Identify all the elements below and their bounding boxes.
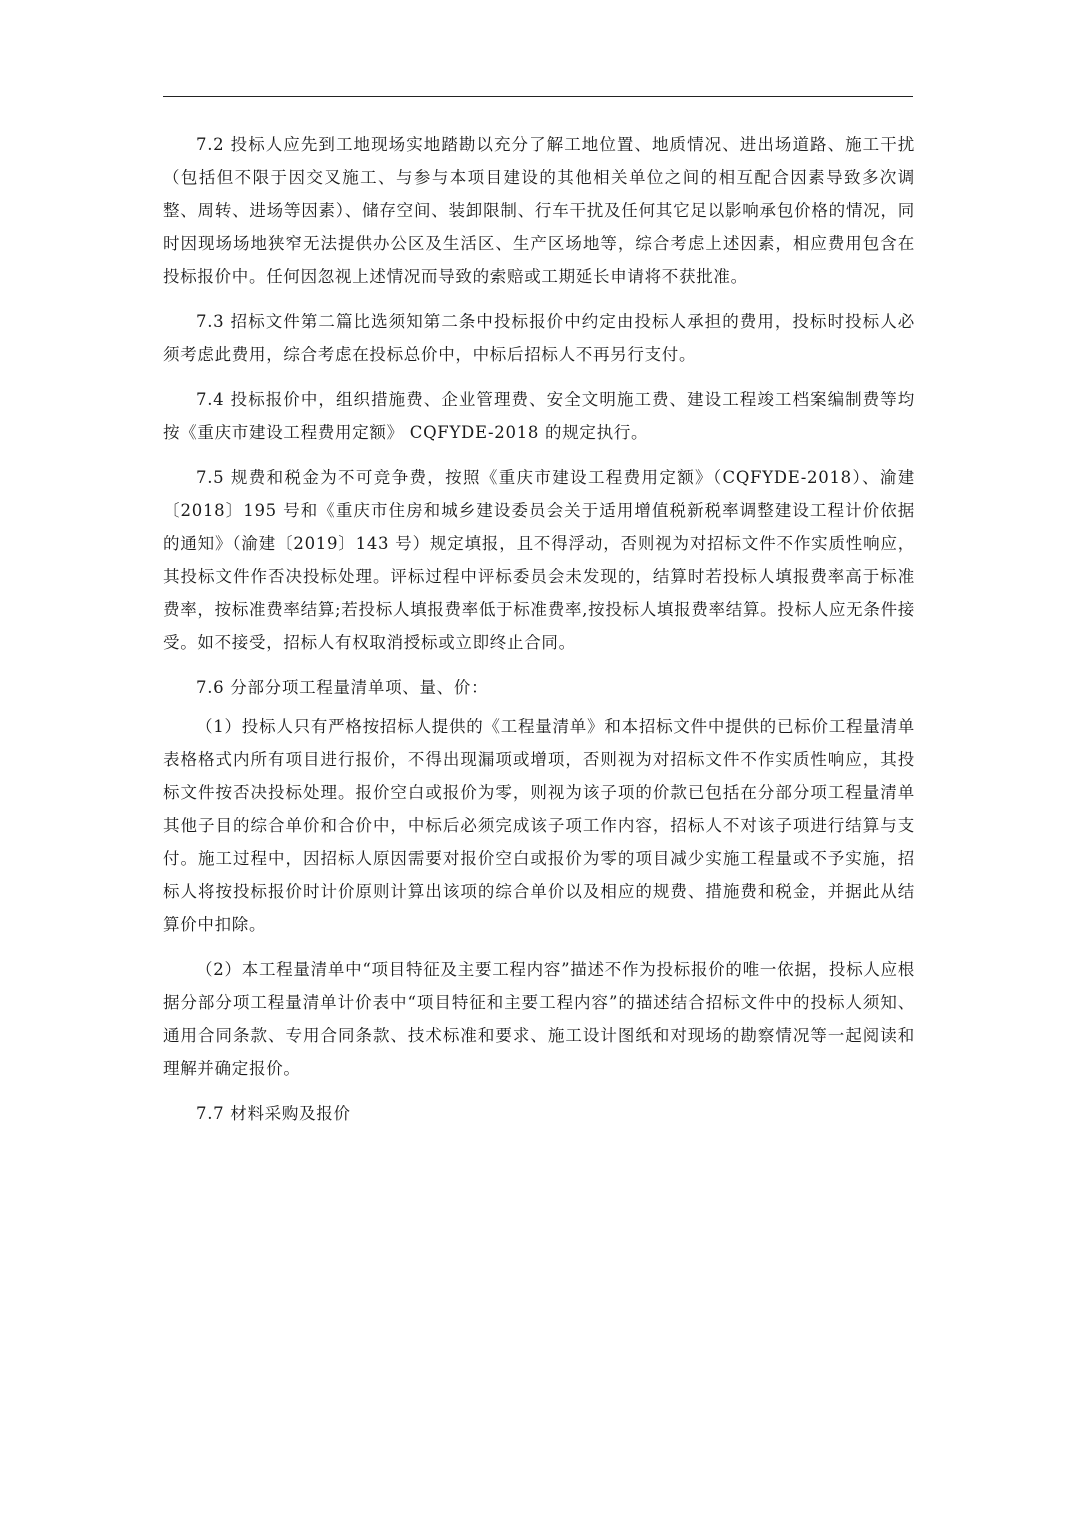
paragraph-7-2: 7.2 投标人应先到工地现场实地踏勘以充分了解工地位置、地质情况、进出场道路、施工干扰（包括但不限于因交叉施工、与参与本项目建设的其他相关单位之间的相互配合因素导致多次调整、周转、进场等因素）、储存空间、装卸限制、行车干扰及任何其它足以影响承包价格的情况，同时因现场场地狭窄无法提供办公区及生活区、生产区场地等，综合考虑上述因素，相应费用包含在投标报价中。任何因忽视上述情况而导致的索赔或工期延长申请将不获批准。 [163,135,915,286]
paragraph-7-7: 7.7 材料采购及报价 [196,1104,351,1123]
paragraph-7-5: 7.5 规费和税金为不可竞争费，按照《重庆市建设工程费用定额》（CQFYDE-2018）、渝建〔2018〕195 号和《重庆市住房和城乡建设委员会关于适用增值税新税率调整建设工程计价依据的通知》（渝建〔2019〕143 号）规定填报，且不得浮动，否则视为对招标文件不作实质性响应，其投标文件作否决投标处理。评标过程中评标委员会未发现的，结算时若投标人填报费率高于标准费率，按标准费率结算;若投标人填报费率低于标准费率,按投标人填报费率结算。投标人应无条件接受。如不接受，招标人有权取消授标或立即终止合同。 [163,468,915,652]
paragraph-7-6: 7.6 分部分项工程量清单项、量、价： [196,678,489,697]
paragraph-7-6-item-1: （1）投标人只有严格按招标人提供的《工程量清单》和本招标文件中提供的已标价工程量清单表格格式内所有项目进行报价，不得出现漏项或增项，否则视为对招标文件不作实质性响应，其投标文件按否决投标处理。报价空白或报价为零，则视为该子项的价款已包括在分部分项工程量清单其他子目的综合单价和合价中，中标后必须完成该子项工作内容，招标人不对该子项进行结算与支付。施工过程中，因招标人原因需要对报价空白或报价为零的项目减少实施工程量或不予实施，招标人将按投标报价时计价原则计算出该项的综合单价以及相应的规费、措施费和税金，并据此从结算价中扣除。 [163,717,915,934]
header-rule [163,96,913,97]
document-body [163,128,915,1142]
paragraph-7-4: 7.4 投标报价中，组织措施费、企业管理费、安全文明施工费、建设工程竣工档案编制费等均按《重庆市建设工程费用定额》 CQFYDE-2018 的规定执行。 [163,390,915,442]
paragraph-7-6-item-2: （2）本工程量清单中“项目特征及主要工程内容”描述不作为投标报价的唯一依据，投标人应根据分部分项工程量清单计价表中“项目特征和主要工程内容”的描述结合招标文件中的投标人须知、通用合同条款、专用合同条款、技术标准和要求、施工设计图纸和对现场的勘察情况等一起阅读和理解并确定报价。 [163,960,915,1078]
paragraph-7-3: 7.3 招标文件第二篇比选须知第二条中投标报价中约定由投标人承担的费用，投标时投标人必须考虑此费用，综合考虑在投标总价中，中标后招标人不再另行支付。 [163,312,915,364]
